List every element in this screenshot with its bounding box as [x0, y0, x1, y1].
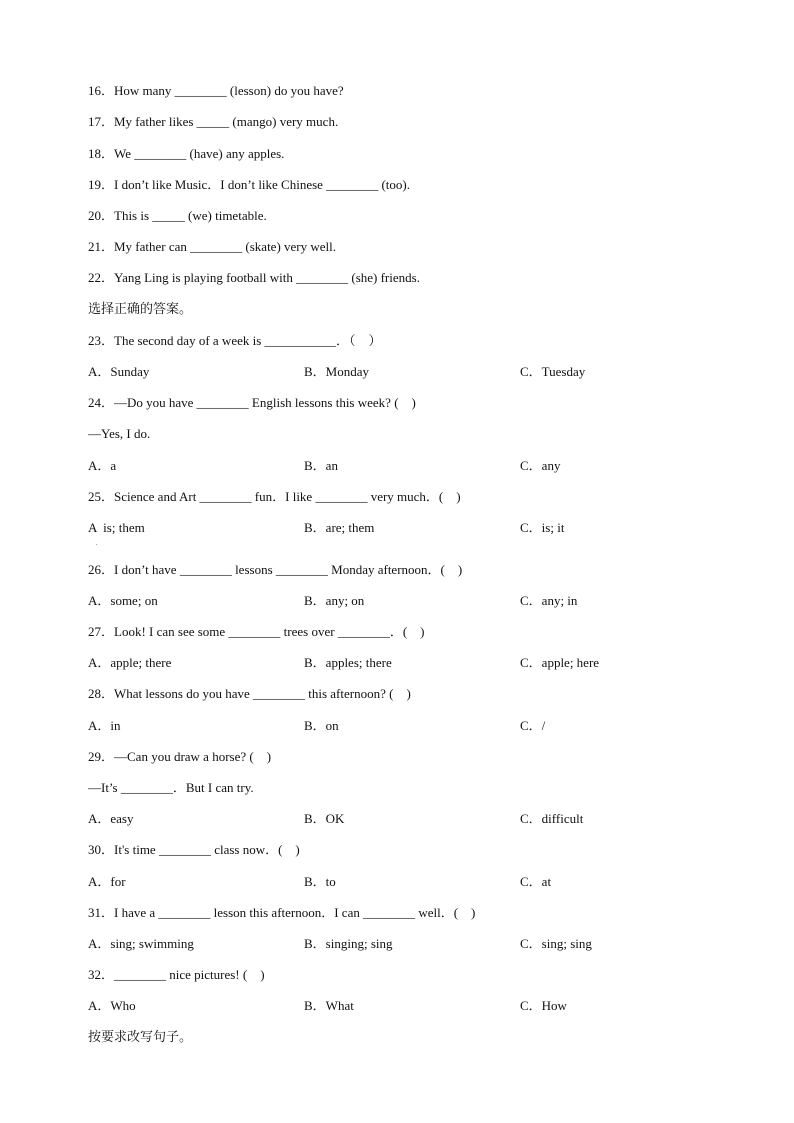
- option-27-a: A．apple; there: [88, 655, 172, 670]
- question-24-reply: —Yes, I do.: [88, 426, 151, 441]
- option-25-c: C．is; it: [520, 520, 565, 535]
- option-28-c: C．/: [520, 718, 546, 733]
- option-29-c: C．difficult: [520, 811, 584, 826]
- option-28-a: A．in: [88, 718, 121, 733]
- option-26-a: A．some; on: [88, 593, 158, 608]
- option-25-a: A is; them: [88, 520, 145, 535]
- section-heading-choose: 选择正确的答案。: [88, 302, 193, 317]
- question-25: 25．Science and Art ________ fun．I like ________ very much．( ): [88, 489, 461, 504]
- option-31-b: B．singing; sing: [304, 936, 393, 951]
- option-24-a: A．a: [88, 458, 117, 473]
- option-30-c: C．at: [520, 874, 552, 889]
- option-30-b: B．to: [304, 874, 336, 889]
- option-29-a: A．easy: [88, 811, 134, 826]
- question-20: 20．This is _____ (we) timetable.: [88, 208, 267, 223]
- question-19: 19．I don’t like Music．I don’t like Chinese ________ (too).: [88, 177, 410, 192]
- question-24: 24．—Do you have ________ English lessons this week? ( ): [88, 395, 416, 410]
- option-31-c: C．sing; sing: [520, 936, 592, 951]
- option-23-c: C．Tuesday: [520, 364, 586, 379]
- question-26: 26．I don’t have ________ lessons ________ Monday afternoon．( ): [88, 562, 463, 577]
- option-32-a: A．Who: [88, 998, 136, 1013]
- question-23: 23．The second day of a week is ___________．（ ）: [88, 333, 382, 348]
- option-27-c: C．apple; here: [520, 655, 600, 670]
- question-32: 32．________ nice pictures! ( ): [88, 967, 265, 982]
- option-30-a: A．for: [88, 874, 126, 889]
- option-27-b: B．apples; there: [304, 655, 392, 670]
- option-32-c: C．How: [520, 998, 567, 1013]
- question-29: 29．—Can you draw a horse? ( ): [88, 749, 272, 764]
- option-25-b: B．are; them: [304, 520, 375, 535]
- option-31-a: A．sing; swimming: [88, 936, 194, 951]
- option-23-b: B．Monday: [304, 364, 370, 379]
- question-31: 31．I have a ________ lesson this afternoon．I can ________ well．( ): [88, 905, 476, 920]
- option-28-b: B．on: [304, 718, 339, 733]
- option-26-c: C．any; in: [520, 593, 578, 608]
- question-29-reply: —It’s ________．But I can try.: [88, 780, 254, 795]
- question-28: 28．What lessons do you have ________ this afternoon? ( ): [88, 686, 411, 701]
- option-23-a: A．Sunday: [88, 364, 150, 379]
- question-30: 30．It's time ________ class now．( ): [88, 842, 300, 857]
- option-24-b: B．an: [304, 458, 338, 473]
- question-22: 22．Yang Ling is playing football with ________ (she) friends.: [88, 270, 420, 285]
- question-21: 21．My father can ________ (skate) very well.: [88, 239, 337, 254]
- question-27: 27．Look! I can see some ________ trees over ________．( ): [88, 624, 425, 639]
- question-17: 17．My father likes _____ (mango) very much.: [88, 114, 339, 129]
- option-32-b: B．What: [304, 998, 354, 1013]
- option-26-b: B．any; on: [304, 593, 365, 608]
- stray-dot: .: [96, 541, 98, 547]
- option-29-b: B．OK: [304, 811, 345, 826]
- section-heading-rewrite: 按要求改写句子。: [88, 1030, 193, 1045]
- question-16: 16．How many ________ (lesson) do you have?: [88, 83, 344, 98]
- option-24-c: C．any: [520, 458, 561, 473]
- question-18: 18．We ________ (have) any apples.: [88, 146, 285, 161]
